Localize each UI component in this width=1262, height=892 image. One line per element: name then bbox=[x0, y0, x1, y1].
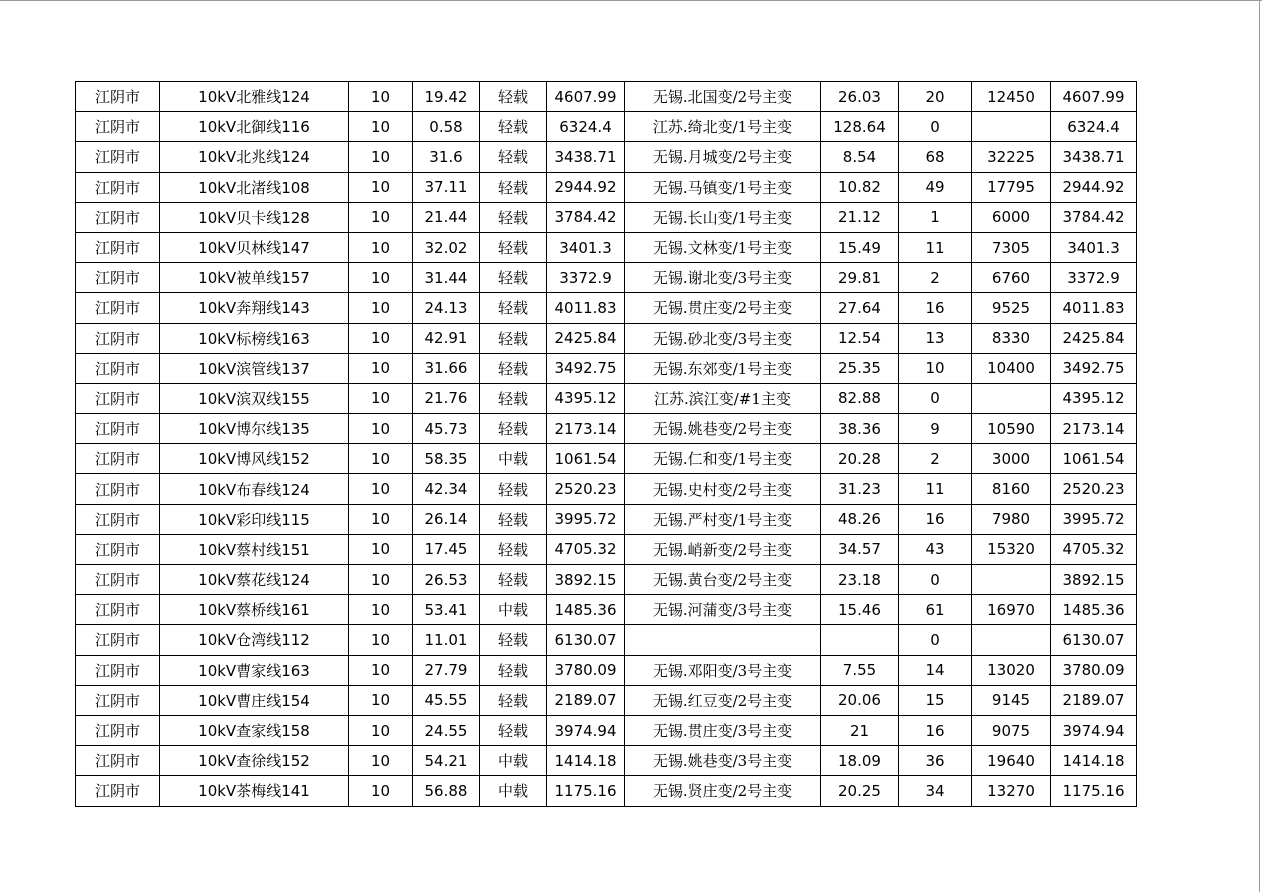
cell-city: 江阴市 bbox=[76, 534, 160, 564]
cell-user-count: 0 bbox=[899, 565, 972, 595]
cell-available-capacity: 1061.54 bbox=[1051, 444, 1137, 474]
cell-substation-transformer: 无锡.姚巷变/2号主变 bbox=[625, 414, 821, 444]
cell-load-status: 轻载 bbox=[480, 534, 547, 564]
cell-city: 江阴市 bbox=[76, 82, 160, 112]
cell-user-capacity: 8160 bbox=[972, 474, 1051, 504]
cell-load-rate: 11.01 bbox=[413, 625, 480, 655]
cell-voltage: 10 bbox=[349, 172, 413, 202]
cell-load-rate: 17.45 bbox=[413, 534, 480, 564]
cell-voltage: 10 bbox=[349, 474, 413, 504]
cell-user-count: 49 bbox=[899, 172, 972, 202]
cell-user-count: 2 bbox=[899, 444, 972, 474]
cell-transformer-load-rate: 128.64 bbox=[821, 112, 899, 142]
cell-city: 江阴市 bbox=[76, 112, 160, 142]
cell-substation-transformer: 无锡.贤庄变/2号主变 bbox=[625, 776, 821, 806]
cell-user-capacity: 9075 bbox=[972, 715, 1051, 745]
cell-city: 江阴市 bbox=[76, 715, 160, 745]
cell-remaining-capacity: 4011.83 bbox=[547, 293, 625, 323]
cell-user-capacity: 8330 bbox=[972, 323, 1051, 353]
cell-user-capacity bbox=[972, 625, 1051, 655]
cell-load-rate: 21.44 bbox=[413, 202, 480, 232]
table-row bbox=[76, 142, 1137, 172]
cell-substation-transformer: 无锡.严村变/1号主变 bbox=[625, 504, 821, 534]
cell-load-rate: 37.11 bbox=[413, 172, 480, 202]
cell-load-rate: 56.88 bbox=[413, 776, 480, 806]
cell-user-capacity: 10590 bbox=[972, 414, 1051, 444]
cell-load-status: 轻载 bbox=[480, 82, 547, 112]
cell-line-name: 10kV彩印线115 bbox=[160, 504, 349, 534]
table-row bbox=[76, 414, 1137, 444]
cell-line-name: 10kV蔡村线151 bbox=[160, 534, 349, 564]
cell-line-name: 10kV布春线124 bbox=[160, 474, 349, 504]
cell-transformer-load-rate: 31.23 bbox=[821, 474, 899, 504]
cell-substation-transformer: 无锡.姚巷变/3号主变 bbox=[625, 746, 821, 776]
cell-voltage: 10 bbox=[349, 746, 413, 776]
cell-load-status: 轻载 bbox=[480, 414, 547, 444]
cell-substation-transformer: 无锡.仁和变/1号主变 bbox=[625, 444, 821, 474]
cell-load-status: 中载 bbox=[480, 595, 547, 625]
cell-user-count: 36 bbox=[899, 746, 972, 776]
cell-user-capacity: 13020 bbox=[972, 655, 1051, 685]
cell-line-name: 10kV北御线116 bbox=[160, 112, 349, 142]
table-row bbox=[76, 263, 1137, 293]
cell-load-status: 轻载 bbox=[480, 715, 547, 745]
cell-transformer-load-rate: 82.88 bbox=[821, 383, 899, 413]
cell-transformer-load-rate: 23.18 bbox=[821, 565, 899, 595]
cell-available-capacity: 2173.14 bbox=[1051, 414, 1137, 444]
cell-remaining-capacity: 2425.84 bbox=[547, 323, 625, 353]
table-row bbox=[76, 323, 1137, 353]
cell-user-capacity: 3000 bbox=[972, 444, 1051, 474]
cell-available-capacity: 3438.71 bbox=[1051, 142, 1137, 172]
cell-user-count: 14 bbox=[899, 655, 972, 685]
cell-load-rate: 31.66 bbox=[413, 353, 480, 383]
cell-load-status: 轻载 bbox=[480, 504, 547, 534]
cell-user-count: 34 bbox=[899, 776, 972, 806]
cell-remaining-capacity: 4705.32 bbox=[547, 534, 625, 564]
cell-available-capacity: 1485.36 bbox=[1051, 595, 1137, 625]
cell-line-name: 10kV被单线157 bbox=[160, 263, 349, 293]
cell-transformer-load-rate: 38.36 bbox=[821, 414, 899, 444]
cell-substation-transformer: 无锡.月城变/2号主变 bbox=[625, 142, 821, 172]
cell-user-count: 1 bbox=[899, 202, 972, 232]
cell-transformer-load-rate: 10.82 bbox=[821, 172, 899, 202]
cell-transformer-load-rate: 25.35 bbox=[821, 353, 899, 383]
cell-load-rate: 42.91 bbox=[413, 323, 480, 353]
cell-line-name: 10kV滨管线137 bbox=[160, 353, 349, 383]
table-row bbox=[76, 82, 1137, 112]
cell-load-rate: 0.58 bbox=[413, 112, 480, 142]
cell-available-capacity: 3995.72 bbox=[1051, 504, 1137, 534]
cell-available-capacity: 6324.4 bbox=[1051, 112, 1137, 142]
cell-voltage: 10 bbox=[349, 142, 413, 172]
cell-load-rate: 32.02 bbox=[413, 232, 480, 262]
page-right-border bbox=[1259, 0, 1260, 892]
cell-available-capacity: 3974.94 bbox=[1051, 715, 1137, 745]
cell-load-rate: 31.44 bbox=[413, 263, 480, 293]
table-row bbox=[76, 474, 1137, 504]
cell-transformer-load-rate: 18.09 bbox=[821, 746, 899, 776]
cell-available-capacity: 1414.18 bbox=[1051, 746, 1137, 776]
cell-line-name: 10kV标榜线163 bbox=[160, 323, 349, 353]
cell-line-name: 10kV北兆线124 bbox=[160, 142, 349, 172]
cell-remaining-capacity: 1175.16 bbox=[547, 776, 625, 806]
cell-remaining-capacity: 2189.07 bbox=[547, 685, 625, 715]
cell-load-rate: 42.34 bbox=[413, 474, 480, 504]
cell-city: 江阴市 bbox=[76, 293, 160, 323]
cell-load-status: 轻载 bbox=[480, 202, 547, 232]
cell-substation-transformer: 无锡.红豆变/2号主变 bbox=[625, 685, 821, 715]
cell-city: 江阴市 bbox=[76, 595, 160, 625]
cell-load-rate: 26.53 bbox=[413, 565, 480, 595]
cell-load-status: 轻载 bbox=[480, 383, 547, 413]
cell-line-name: 10kV查家线158 bbox=[160, 715, 349, 745]
cell-remaining-capacity: 3995.72 bbox=[547, 504, 625, 534]
cell-transformer-load-rate: 48.26 bbox=[821, 504, 899, 534]
cell-user-count: 20 bbox=[899, 82, 972, 112]
cell-city: 江阴市 bbox=[76, 414, 160, 444]
table-row bbox=[76, 112, 1137, 142]
cell-user-count: 13 bbox=[899, 323, 972, 353]
cell-transformer-load-rate: 20.25 bbox=[821, 776, 899, 806]
cell-substation-transformer: 无锡.砂北变/3号主变 bbox=[625, 323, 821, 353]
cell-available-capacity: 3892.15 bbox=[1051, 565, 1137, 595]
cell-user-count: 11 bbox=[899, 232, 972, 262]
cell-load-rate: 53.41 bbox=[413, 595, 480, 625]
table-row bbox=[76, 444, 1137, 474]
cell-load-status: 轻载 bbox=[480, 655, 547, 685]
cell-line-name: 10kV北渚线108 bbox=[160, 172, 349, 202]
cell-available-capacity: 2944.92 bbox=[1051, 172, 1137, 202]
cell-line-name: 10kV滨双线155 bbox=[160, 383, 349, 413]
cell-city: 江阴市 bbox=[76, 142, 160, 172]
cell-user-capacity: 32225 bbox=[972, 142, 1051, 172]
cell-substation-transformer: 无锡.东郊变/1号主变 bbox=[625, 353, 821, 383]
cell-load-rate: 26.14 bbox=[413, 504, 480, 534]
cell-available-capacity: 2425.84 bbox=[1051, 323, 1137, 353]
cell-remaining-capacity: 4607.99 bbox=[547, 82, 625, 112]
cell-substation-transformer: 无锡.河蒲变/3号主变 bbox=[625, 595, 821, 625]
cell-voltage: 10 bbox=[349, 293, 413, 323]
cell-transformer-load-rate: 15.46 bbox=[821, 595, 899, 625]
cell-load-status: 轻载 bbox=[480, 625, 547, 655]
cell-user-count: 61 bbox=[899, 595, 972, 625]
cell-transformer-load-rate bbox=[821, 625, 899, 655]
cell-user-count: 16 bbox=[899, 504, 972, 534]
cell-available-capacity: 6130.07 bbox=[1051, 625, 1137, 655]
cell-line-name: 10kV博风线152 bbox=[160, 444, 349, 474]
cell-remaining-capacity: 3492.75 bbox=[547, 353, 625, 383]
cell-user-capacity: 13270 bbox=[972, 776, 1051, 806]
cell-transformer-load-rate: 34.57 bbox=[821, 534, 899, 564]
table-body bbox=[76, 82, 1137, 807]
cell-user-capacity: 17795 bbox=[972, 172, 1051, 202]
cell-voltage: 10 bbox=[349, 776, 413, 806]
cell-transformer-load-rate: 7.55 bbox=[821, 655, 899, 685]
cell-available-capacity: 3492.75 bbox=[1051, 353, 1137, 383]
cell-user-count: 11 bbox=[899, 474, 972, 504]
cell-line-name: 10kV查徐线152 bbox=[160, 746, 349, 776]
table-row bbox=[76, 172, 1137, 202]
cell-voltage: 10 bbox=[349, 112, 413, 142]
cell-user-capacity: 6000 bbox=[972, 202, 1051, 232]
cell-city: 江阴市 bbox=[76, 323, 160, 353]
cell-transformer-load-rate: 26.03 bbox=[821, 82, 899, 112]
cell-load-rate: 27.79 bbox=[413, 655, 480, 685]
cell-city: 江阴市 bbox=[76, 625, 160, 655]
table-row bbox=[76, 565, 1137, 595]
cell-available-capacity: 4011.83 bbox=[1051, 293, 1137, 323]
cell-user-capacity bbox=[972, 383, 1051, 413]
cell-line-name: 10kV贝林线147 bbox=[160, 232, 349, 262]
cell-substation-transformer: 无锡.峭新变/2号主变 bbox=[625, 534, 821, 564]
cell-user-count: 9 bbox=[899, 414, 972, 444]
cell-load-status: 轻载 bbox=[480, 112, 547, 142]
cell-voltage: 10 bbox=[349, 383, 413, 413]
cell-substation-transformer: 无锡.谢北变/3号主变 bbox=[625, 263, 821, 293]
cell-voltage: 10 bbox=[349, 414, 413, 444]
cell-voltage: 10 bbox=[349, 82, 413, 112]
cell-load-status: 轻载 bbox=[480, 293, 547, 323]
cell-load-status: 轻载 bbox=[480, 142, 547, 172]
cell-load-status: 中载 bbox=[480, 776, 547, 806]
cell-substation-transformer: 江苏.绮北变/1号主变 bbox=[625, 112, 821, 142]
cell-load-rate: 24.13 bbox=[413, 293, 480, 323]
cell-city: 江阴市 bbox=[76, 685, 160, 715]
cell-user-capacity: 7305 bbox=[972, 232, 1051, 262]
cell-remaining-capacity: 3372.9 bbox=[547, 263, 625, 293]
table-row bbox=[76, 293, 1137, 323]
cell-substation-transformer: 无锡.贯庄变/2号主变 bbox=[625, 293, 821, 323]
cell-load-status: 轻载 bbox=[480, 172, 547, 202]
cell-load-status: 轻载 bbox=[480, 353, 547, 383]
cell-remaining-capacity: 3780.09 bbox=[547, 655, 625, 685]
cell-city: 江阴市 bbox=[76, 353, 160, 383]
cell-substation-transformer bbox=[625, 625, 821, 655]
cell-user-capacity bbox=[972, 565, 1051, 595]
cell-user-count: 43 bbox=[899, 534, 972, 564]
cell-load-rate: 19.42 bbox=[413, 82, 480, 112]
cell-substation-transformer: 无锡.史村变/2号主变 bbox=[625, 474, 821, 504]
cell-voltage: 10 bbox=[349, 232, 413, 262]
cell-remaining-capacity: 3892.15 bbox=[547, 565, 625, 595]
cell-voltage: 10 bbox=[349, 565, 413, 595]
cell-voltage: 10 bbox=[349, 655, 413, 685]
cell-available-capacity: 1175.16 bbox=[1051, 776, 1137, 806]
cell-transformer-load-rate: 15.49 bbox=[821, 232, 899, 262]
cell-available-capacity: 2189.07 bbox=[1051, 685, 1137, 715]
cell-city: 江阴市 bbox=[76, 655, 160, 685]
cell-city: 江阴市 bbox=[76, 172, 160, 202]
cell-load-status: 轻载 bbox=[480, 323, 547, 353]
table-row bbox=[76, 776, 1137, 806]
cell-load-status: 中载 bbox=[480, 444, 547, 474]
cell-substation-transformer: 无锡.文林变/1号主变 bbox=[625, 232, 821, 262]
cell-line-name: 10kV蔡桥线161 bbox=[160, 595, 349, 625]
cell-remaining-capacity: 6324.4 bbox=[547, 112, 625, 142]
table-row bbox=[76, 595, 1137, 625]
cell-voltage: 10 bbox=[349, 202, 413, 232]
cell-remaining-capacity: 3974.94 bbox=[547, 715, 625, 745]
cell-user-capacity: 15320 bbox=[972, 534, 1051, 564]
table-row bbox=[76, 202, 1137, 232]
cell-remaining-capacity: 2520.23 bbox=[547, 474, 625, 504]
cell-transformer-load-rate: 20.06 bbox=[821, 685, 899, 715]
cell-city: 江阴市 bbox=[76, 776, 160, 806]
table-row bbox=[76, 746, 1137, 776]
cell-line-name: 10kV曹家线163 bbox=[160, 655, 349, 685]
cell-user-count: 10 bbox=[899, 353, 972, 383]
cell-remaining-capacity: 6130.07 bbox=[547, 625, 625, 655]
table-row bbox=[76, 383, 1137, 413]
cell-city: 江阴市 bbox=[76, 383, 160, 413]
cell-transformer-load-rate: 27.64 bbox=[821, 293, 899, 323]
cell-user-capacity: 16970 bbox=[972, 595, 1051, 625]
cell-user-count: 16 bbox=[899, 715, 972, 745]
cell-load-rate: 45.73 bbox=[413, 414, 480, 444]
cell-available-capacity: 4395.12 bbox=[1051, 383, 1137, 413]
cell-load-status: 中载 bbox=[480, 746, 547, 776]
cell-load-status: 轻载 bbox=[480, 263, 547, 293]
cell-line-name: 10kV北雅线124 bbox=[160, 82, 349, 112]
cell-substation-transformer: 无锡.长山变/1号主变 bbox=[625, 202, 821, 232]
cell-voltage: 10 bbox=[349, 263, 413, 293]
cell-voltage: 10 bbox=[349, 534, 413, 564]
cell-load-rate: 31.6 bbox=[413, 142, 480, 172]
cell-voltage: 10 bbox=[349, 715, 413, 745]
cell-line-name: 10kV茶梅线141 bbox=[160, 776, 349, 806]
cell-substation-transformer: 无锡.黄台变/2号主变 bbox=[625, 565, 821, 595]
cell-remaining-capacity: 1061.54 bbox=[547, 444, 625, 474]
cell-line-name: 10kV博尔线135 bbox=[160, 414, 349, 444]
table-row bbox=[76, 625, 1137, 655]
cell-user-capacity: 19640 bbox=[972, 746, 1051, 776]
cell-voltage: 10 bbox=[349, 595, 413, 625]
cell-voltage: 10 bbox=[349, 323, 413, 353]
cell-user-count: 2 bbox=[899, 263, 972, 293]
cell-available-capacity: 3372.9 bbox=[1051, 263, 1137, 293]
cell-city: 江阴市 bbox=[76, 474, 160, 504]
cell-transformer-load-rate: 21.12 bbox=[821, 202, 899, 232]
cell-user-count: 0 bbox=[899, 383, 972, 413]
cell-line-name: 10kV蔡花线124 bbox=[160, 565, 349, 595]
cell-transformer-load-rate: 12.54 bbox=[821, 323, 899, 353]
feeder-load-table bbox=[75, 81, 1137, 807]
cell-available-capacity: 3784.42 bbox=[1051, 202, 1137, 232]
cell-user-capacity: 12450 bbox=[972, 82, 1051, 112]
cell-user-count: 15 bbox=[899, 685, 972, 715]
cell-city: 江阴市 bbox=[76, 444, 160, 474]
cell-user-count: 16 bbox=[899, 293, 972, 323]
cell-voltage: 10 bbox=[349, 685, 413, 715]
cell-city: 江阴市 bbox=[76, 202, 160, 232]
cell-user-capacity: 9145 bbox=[972, 685, 1051, 715]
cell-load-status: 轻载 bbox=[480, 565, 547, 595]
cell-available-capacity: 4705.32 bbox=[1051, 534, 1137, 564]
cell-remaining-capacity: 2944.92 bbox=[547, 172, 625, 202]
cell-voltage: 10 bbox=[349, 504, 413, 534]
cell-user-capacity: 7980 bbox=[972, 504, 1051, 534]
cell-load-rate: 24.55 bbox=[413, 715, 480, 745]
cell-load-rate: 54.21 bbox=[413, 746, 480, 776]
cell-substation-transformer: 无锡.邓阳变/3号主变 bbox=[625, 655, 821, 685]
cell-user-capacity: 9525 bbox=[972, 293, 1051, 323]
table-row bbox=[76, 232, 1137, 262]
cell-city: 江阴市 bbox=[76, 746, 160, 776]
cell-city: 江阴市 bbox=[76, 565, 160, 595]
cell-load-status: 轻载 bbox=[480, 474, 547, 504]
cell-load-status: 轻载 bbox=[480, 685, 547, 715]
cell-remaining-capacity: 4395.12 bbox=[547, 383, 625, 413]
cell-user-count: 0 bbox=[899, 112, 972, 142]
cell-transformer-load-rate: 21 bbox=[821, 715, 899, 745]
cell-remaining-capacity: 1414.18 bbox=[547, 746, 625, 776]
cell-line-name: 10kV仓湾线112 bbox=[160, 625, 349, 655]
cell-transformer-load-rate: 8.54 bbox=[821, 142, 899, 172]
cell-remaining-capacity: 3438.71 bbox=[547, 142, 625, 172]
table-row bbox=[76, 685, 1137, 715]
cell-line-name: 10kV曹庄线154 bbox=[160, 685, 349, 715]
cell-available-capacity: 2520.23 bbox=[1051, 474, 1137, 504]
cell-remaining-capacity: 2173.14 bbox=[547, 414, 625, 444]
table-row bbox=[76, 504, 1137, 534]
cell-user-count: 0 bbox=[899, 625, 972, 655]
cell-line-name: 10kV贝卡线128 bbox=[160, 202, 349, 232]
cell-user-capacity: 6760 bbox=[972, 263, 1051, 293]
cell-line-name: 10kV奔翔线143 bbox=[160, 293, 349, 323]
cell-available-capacity: 4607.99 bbox=[1051, 82, 1137, 112]
cell-city: 江阴市 bbox=[76, 263, 160, 293]
cell-substation-transformer: 无锡.北国变/2号主变 bbox=[625, 82, 821, 112]
cell-substation-transformer: 无锡.马镇变/1号主变 bbox=[625, 172, 821, 202]
cell-remaining-capacity: 3401.3 bbox=[547, 232, 625, 262]
table-row bbox=[76, 655, 1137, 685]
cell-substation-transformer: 江苏.滨江变/#1主变 bbox=[625, 383, 821, 413]
table-row bbox=[76, 534, 1137, 564]
cell-load-status: 轻载 bbox=[480, 232, 547, 262]
cell-voltage: 10 bbox=[349, 353, 413, 383]
cell-city: 江阴市 bbox=[76, 232, 160, 262]
cell-voltage: 10 bbox=[349, 625, 413, 655]
cell-load-rate: 21.76 bbox=[413, 383, 480, 413]
cell-load-rate: 45.55 bbox=[413, 685, 480, 715]
cell-city: 江阴市 bbox=[76, 504, 160, 534]
cell-user-capacity bbox=[972, 112, 1051, 142]
cell-voltage: 10 bbox=[349, 444, 413, 474]
cell-load-rate: 58.35 bbox=[413, 444, 480, 474]
page-top-border bbox=[0, 0, 1262, 1]
table-row bbox=[76, 715, 1137, 745]
cell-available-capacity: 3780.09 bbox=[1051, 655, 1137, 685]
cell-transformer-load-rate: 29.81 bbox=[821, 263, 899, 293]
table-row bbox=[76, 353, 1137, 383]
cell-remaining-capacity: 3784.42 bbox=[547, 202, 625, 232]
cell-available-capacity: 3401.3 bbox=[1051, 232, 1137, 262]
cell-remaining-capacity: 1485.36 bbox=[547, 595, 625, 625]
cell-transformer-load-rate: 20.28 bbox=[821, 444, 899, 474]
cell-substation-transformer: 无锡.贯庄变/3号主变 bbox=[625, 715, 821, 745]
cell-user-count: 68 bbox=[899, 142, 972, 172]
cell-user-capacity: 10400 bbox=[972, 353, 1051, 383]
